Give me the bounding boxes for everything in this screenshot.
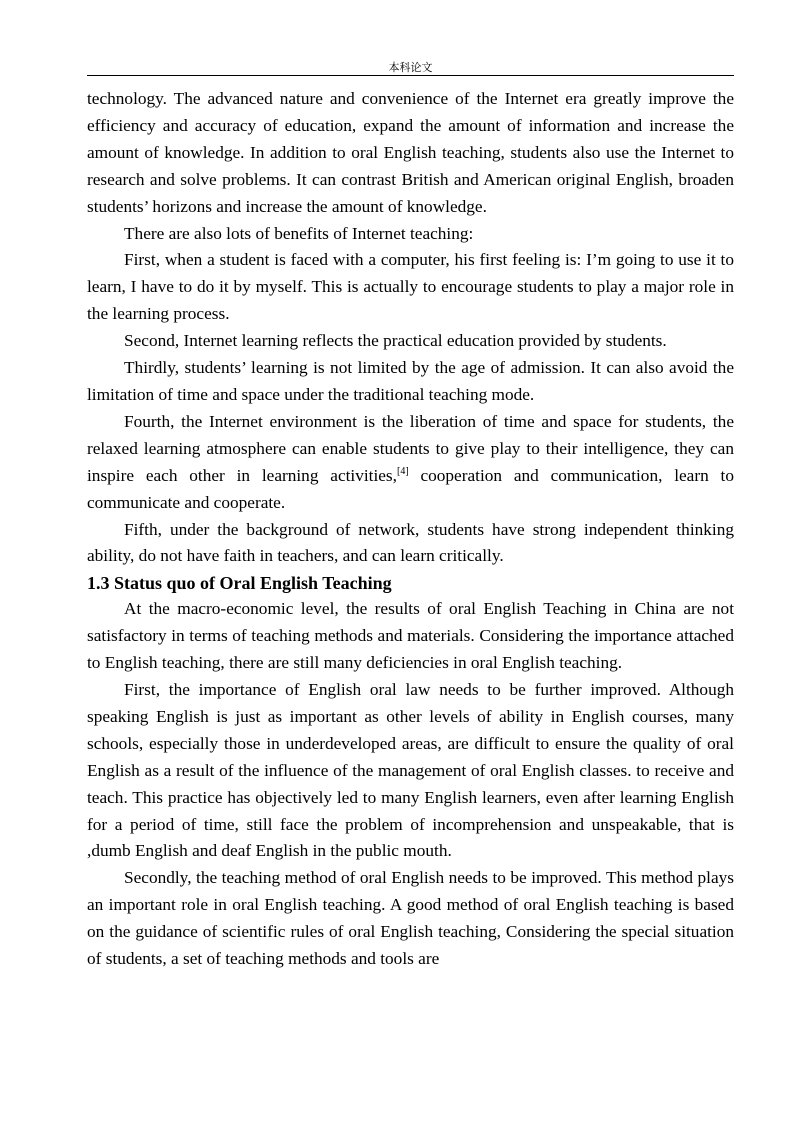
body-text bbox=[87, 86, 734, 973]
paragraph: First, the importance of English oral law needs to be further improved. Although speaking English is just as important as other levels of ability in English courses, many schools, especially those in underdeveloped areas, are difficult to ensure the quality of oral English as a result of the influence of the management of oral English classes. to receive and teach. This practice has objectively led to many English learners, even after learning English for a period of time, still face the problem of incomprehension and unspeakable, that is ,dumb English and deaf English in the public mouth. bbox=[87, 680, 734, 861]
paragraph-text: cooperation and communication, learn to communicate and cooperate. bbox=[87, 465, 734, 512]
paragraph: technology. The advanced nature and convenience of the Internet era greatly improve the efficiency and accuracy of education, expand the amount of information and increase the amount of knowledge. In addition to oral English teaching, students also use the Internet to research and solve problems. It can contrast British and American original English, broaden students’ horizons and increase the amount of knowledge. bbox=[87, 89, 734, 216]
running-header: 本科论文 bbox=[388, 61, 433, 74]
paragraph-text: Fourth, the Internet environment is the liberation of time and space for students, the relaxed learning atmosphere can enable students to give play to their intelligence, they can inspire each other in learning activities, bbox=[87, 411, 734, 485]
paragraph: Secondly, the teaching method of oral English needs to be improved. This method plays an important role in oral English teaching. A good method of oral English teaching is based on the guidance of scientific rules of oral English teaching, Considering the special situation of students, a set of teaching methods and tools are bbox=[87, 868, 734, 969]
paragraph: There are also lots of benefits of Internet teaching: bbox=[124, 223, 474, 243]
paragraph bbox=[87, 409, 734, 517]
section-heading: 1.3 Status quo of Oral English Teaching bbox=[87, 573, 392, 594]
paragraph: Thirdly, students’ learning is not limited by the age of admission. It can also avoid the limitation of time and space under the traditional teaching mode. bbox=[87, 358, 734, 404]
paragraph: First, when a student is faced with a computer, his first feeling is: I’m going to use it to learn, I have to do it by myself. This is actually to encourage students to play a major role in the learning process. bbox=[87, 250, 734, 324]
paragraph: Fifth, under the background of network, students have strong independent thinking ability, do not have faith in teachers, and can learn critically. bbox=[87, 519, 734, 566]
citation-marker: [4] bbox=[396, 465, 409, 477]
header-divider bbox=[87, 75, 734, 76]
paragraph: Second, Internet learning reflects the practical education provided by students. bbox=[124, 331, 667, 351]
paragraph: At the macro-economic level, the results of oral English Teaching in China are not satisfactory in terms of teaching methods and materials. Considering the importance attached to English teaching, there are still many deficiencies in oral English teaching. bbox=[87, 599, 734, 673]
